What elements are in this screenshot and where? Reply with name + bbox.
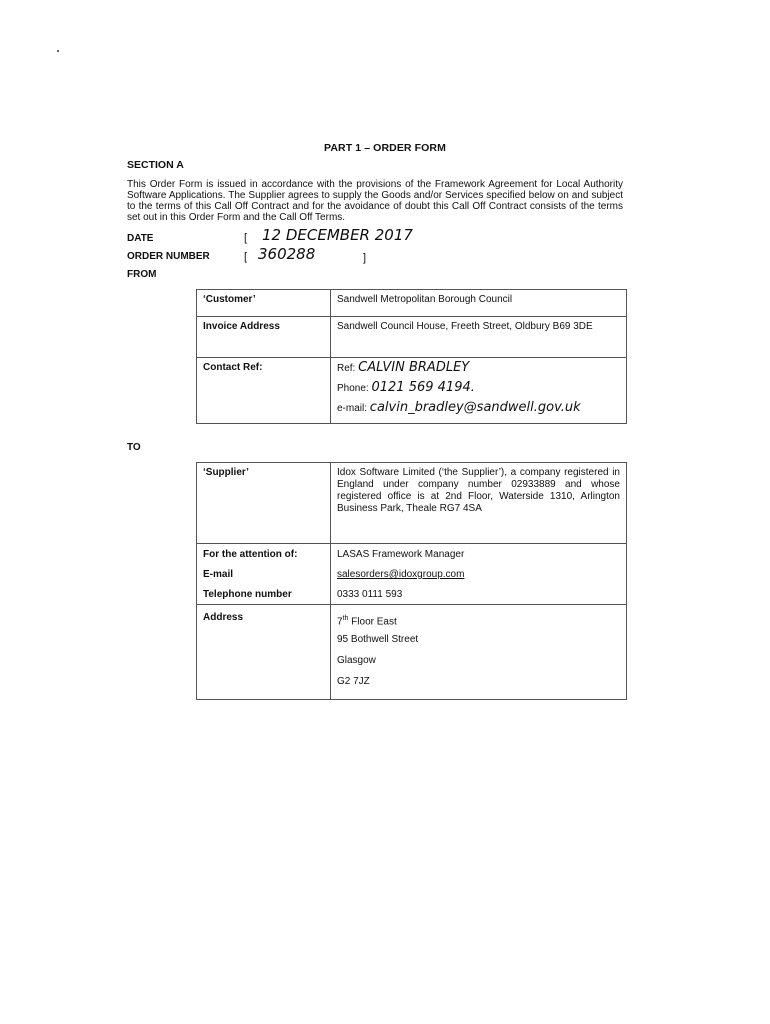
- address-value: [331, 605, 627, 700]
- order-bracket-close: ]: [363, 252, 367, 264]
- customer-table: [196, 289, 627, 424]
- email-handwritten: calvin_bradley@sandwell.gov.uk: [369, 400, 581, 415]
- document-title: PART 1 – ORDER FORM: [324, 142, 446, 154]
- table-row: [197, 317, 627, 358]
- date-handwritten: 12 DECEMBER 2017: [262, 226, 413, 244]
- to-label: TO: [127, 442, 141, 453]
- supplier-table: [196, 462, 627, 700]
- table-row: [197, 463, 627, 544]
- section-heading: SECTION A: [127, 159, 184, 171]
- supplier-label: ‘Supplier’: [197, 463, 331, 544]
- address-street: 95 Bothwell Street: [337, 634, 419, 645]
- contact-ref-value: [331, 358, 627, 424]
- invoice-address-label: Invoice Address: [197, 317, 331, 358]
- date-bracket-open: [: [244, 232, 248, 244]
- supplier-email-value[interactable]: [331, 564, 627, 584]
- table-row: [197, 358, 627, 424]
- attention-label: For the attention of:: [197, 544, 331, 565]
- attention-value: LASAS Framework Manager: [331, 544, 627, 565]
- contact-phone-line: [337, 382, 620, 402]
- supplier-value: Idox Software Limited (‘the Supplier’), a company registered in England under company number 02933889 and whose registered office is at 2nd Floor, Waterside 1310, Arlington Business Park, Theale RG7 4SA: [331, 463, 627, 544]
- address-postcode: G2 7JZ: [337, 676, 370, 687]
- order-number-label: ORDER NUMBER: [127, 251, 210, 262]
- customer-value: Sandwell Metropolitan Borough Council: [331, 290, 627, 317]
- table-row: [197, 605, 627, 700]
- supplier-email-link[interactable]: salesorders@idoxgroup.com: [337, 569, 465, 580]
- ref-label: Ref:: [337, 363, 356, 374]
- email-label: e-mail:: [337, 403, 368, 414]
- table-row: [197, 584, 627, 605]
- contact-email-line: [337, 402, 620, 420]
- scan-speck: [57, 50, 59, 52]
- order-bracket-open: [: [244, 251, 248, 263]
- address-label: Address: [197, 605, 331, 700]
- invoice-address-value: Sandwell Council House, Freeth Street, Oldbury B69 3DE: [331, 317, 627, 358]
- customer-label: ‘Customer’: [197, 290, 331, 317]
- table-row: [197, 544, 627, 565]
- date-label: DATE: [127, 233, 154, 244]
- telephone-value: 0333 0111 593: [331, 584, 627, 605]
- order-number-handwritten: 360288: [258, 245, 316, 263]
- address-floor: 7th Floor East: [337, 615, 397, 628]
- address-city: Glasgow: [337, 655, 376, 666]
- from-label: FROM: [127, 269, 157, 280]
- telephone-label: Telephone number: [197, 584, 331, 605]
- table-row: [197, 290, 627, 317]
- phone-handwritten: 0121 569 4194.: [371, 380, 475, 395]
- supplier-email-label: E-mail: [197, 564, 331, 584]
- ref-handwritten: CALVIN BRADLEY: [358, 360, 470, 375]
- contact-ref-label: Contact Ref:: [197, 358, 331, 424]
- contact-ref-line: [337, 362, 620, 382]
- intro-paragraph: This Order Form is issued in accordance with the provisions of the Framework Agreement for Local Authority Software Applications. The Supplier agrees to supply the Goods and/or Services specified below on and subject to the terms of this Call Off Contract and for the avoidance of doubt this Call Off Contract consists of the terms set out in this Order Form and the Call Off Terms.: [127, 179, 623, 223]
- phone-label: Phone:: [337, 383, 369, 394]
- table-row: [197, 564, 627, 584]
